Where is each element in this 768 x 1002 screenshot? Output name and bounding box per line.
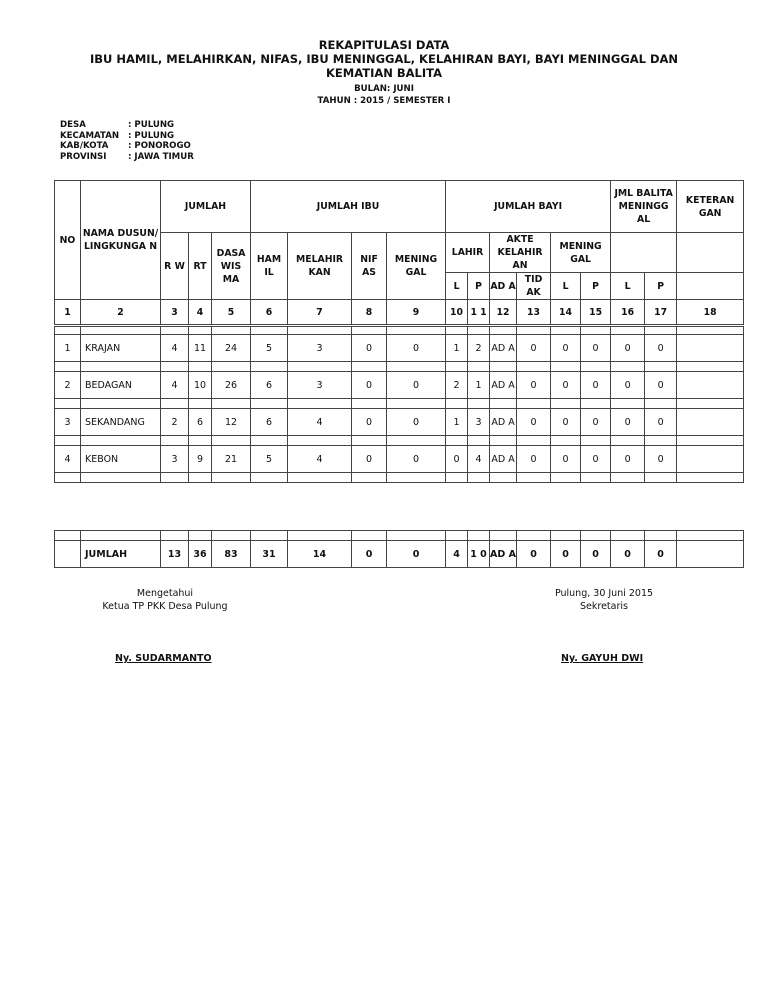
cell-mb-l: 0 — [551, 335, 581, 362]
col-dasawisma-header: DASA WIS MA — [212, 233, 251, 300]
cell-akte-ada: AD A — [490, 335, 517, 362]
cell-rt: 6 — [189, 409, 212, 436]
total-lahir-l: 4 — [446, 541, 468, 568]
tahun-line: TAHUN : 2015 / SEMESTER I — [317, 96, 451, 106]
cell-hamil: 5 — [251, 335, 288, 362]
spacer-row — [55, 399, 744, 409]
total-dasawisma: 83 — [212, 541, 251, 568]
total-akte-ada: AD A — [490, 541, 517, 568]
col-akte-ada: AD A — [490, 273, 517, 300]
col-number: 18 — [677, 300, 744, 326]
column-numbers-row — [55, 300, 744, 326]
total-nifas: 0 — [352, 541, 387, 568]
cell-dasawisma: 26 — [212, 372, 251, 399]
total-meninggal-ibu: 0 — [387, 541, 446, 568]
col-number: 5 — [212, 300, 251, 326]
cell-lahir-l: 0 — [446, 446, 468, 473]
col-lahir-l: L — [446, 273, 468, 300]
signature-left-line2: Ketua TP PKK Desa Pulung — [102, 601, 228, 612]
col-meninggal-ibu-header: MENING GAL — [387, 233, 446, 300]
cell-hamil: 6 — [251, 372, 288, 399]
cell-nifas: 0 — [352, 409, 387, 436]
spacer-row — [55, 436, 744, 446]
cell-akte-ada: AD A — [490, 372, 517, 399]
info-value: : JAWA TIMUR — [128, 151, 194, 162]
cell-mb-l: 0 — [551, 409, 581, 436]
cell-akte-tidak: 0 — [517, 335, 551, 362]
cell-bl-l: 0 — [611, 335, 645, 362]
cell-meninggal-ibu: 0 — [387, 446, 446, 473]
col-number: 2 — [81, 300, 161, 326]
total-mb-l: 0 — [551, 541, 581, 568]
cell-mb-p: 0 — [581, 446, 611, 473]
cell-mb-p: 0 — [581, 372, 611, 399]
table-row — [55, 372, 744, 399]
signature-left-line1: Mengetahui — [136, 588, 194, 599]
col-mb-l: L — [551, 273, 581, 300]
col-number: 9 — [387, 300, 446, 326]
cell-lahir-l: 1 — [446, 409, 468, 436]
col-jumlah-ibu-header: JUMLAH IBU — [251, 181, 446, 233]
cell-hamil: 5 — [251, 446, 288, 473]
cell-nifas: 0 — [352, 446, 387, 473]
col-number: 8 — [352, 300, 387, 326]
col-number: 6 — [251, 300, 288, 326]
cell-no — [55, 541, 81, 568]
spacer-row — [55, 531, 744, 541]
cell-mb-p: 0 — [581, 409, 611, 436]
cell-bl-p: 0 — [645, 335, 677, 362]
signature-left-block — [80, 587, 250, 613]
signature-right-name: Ny. GAYUH DWI — [561, 653, 644, 664]
cell-bl-p: 0 — [645, 446, 677, 473]
document-title-block — [0, 38, 768, 107]
col-number: 17 — [645, 300, 677, 326]
col-lahir-p: P — [468, 273, 490, 300]
cell-lahir-p: 3 — [468, 409, 490, 436]
cell-bl-l: 0 — [611, 446, 645, 473]
cell-nifas: 0 — [352, 335, 387, 362]
total-hamil: 31 — [251, 541, 288, 568]
title-line-3: KEMATIAN BALITA — [326, 66, 442, 80]
col-keterangan-header: KETERAN GAN — [677, 181, 744, 233]
col-number: 3 — [161, 300, 189, 326]
total-akte-tidak: 0 — [517, 541, 551, 568]
cell-keterangan — [677, 541, 744, 568]
cell-akte-ada: AD A — [490, 446, 517, 473]
cell-meninggal-ibu: 0 — [387, 335, 446, 362]
cell-hamil: 6 — [251, 409, 288, 436]
cell-dasawisma: 24 — [212, 335, 251, 362]
col-number: 1 — [55, 300, 81, 326]
cell-mb-l: 0 — [551, 446, 581, 473]
cell-dasawisma: 21 — [212, 446, 251, 473]
cell-dasawisma: 12 — [212, 409, 251, 436]
title-line-2: IBU HAMIL, MELAHIRKAN, NIFAS, IBU MENINGGAL, KELAHIRAN BAYI, BAYI MENINGGAL DAN — [89, 52, 679, 66]
col-keterangan-sub-blank2 — [677, 273, 744, 300]
col-rw-header: R W — [161, 233, 189, 300]
info-value: : PONOROGO — [128, 141, 191, 151]
info-label: KAB/KOTA — [60, 141, 109, 151]
cell-akte-ada: AD A — [490, 409, 517, 436]
info-row-provinsi — [60, 152, 194, 163]
cell-bl-p: 0 — [645, 409, 677, 436]
spacer-row — [55, 362, 744, 372]
cell-meninggal-ibu: 0 — [387, 409, 446, 436]
col-number: 13 — [517, 300, 551, 326]
cell-rw: 4 — [161, 335, 189, 362]
col-mb-p: P — [581, 273, 611, 300]
total-lahir-p: 1 0 — [468, 541, 490, 568]
cell-akte-tidak: 0 — [517, 372, 551, 399]
cell-rw: 4 — [161, 372, 189, 399]
table-row — [55, 409, 744, 436]
col-number: 1 1 — [468, 300, 490, 326]
cell-keterangan — [677, 372, 744, 399]
cell-nama: KEBON — [81, 446, 161, 473]
total-rt: 36 — [189, 541, 212, 568]
cell-bl-l: 0 — [611, 372, 645, 399]
cell-meninggal-ibu: 0 — [387, 372, 446, 399]
cell-keterangan — [677, 409, 744, 436]
signature-right-block — [530, 587, 678, 613]
col-number: 15 — [581, 300, 611, 326]
signature-right-line2: Sekretaris — [580, 601, 628, 612]
signature-left-name: Ny. SUDARMANTO — [115, 653, 212, 664]
col-bl-l: L — [611, 273, 645, 300]
cell-mb-l: 0 — [551, 372, 581, 399]
info-row-kabkota — [60, 141, 194, 152]
cell-lahir-p: 4 — [468, 446, 490, 473]
col-akte-tidak: TID AK — [517, 273, 551, 300]
col-number: 7 — [288, 300, 352, 326]
cell-nifas: 0 — [352, 372, 387, 399]
total-mb-p: 0 — [581, 541, 611, 568]
col-akte-header: AKTE KELAHIR AN — [490, 233, 551, 273]
col-nifas-header: NIF AS — [352, 233, 387, 300]
col-hamil-header: HAM IL — [251, 233, 288, 300]
cell-melahirkan: 3 — [288, 372, 352, 399]
cell-akte-tidak: 0 — [517, 409, 551, 436]
col-rt-header: RT — [189, 233, 212, 300]
cell-no: 2 — [55, 372, 81, 399]
cell-melahirkan: 4 — [288, 409, 352, 436]
cell-keterangan — [677, 335, 744, 362]
info-row-kecamatan — [60, 131, 194, 142]
title-line-1: REKAPITULASI DATA — [318, 38, 450, 52]
cell-nama: SEKANDANG — [81, 409, 161, 436]
col-no-header: NO — [55, 181, 81, 300]
col-balita-sub-blank — [611, 233, 677, 273]
col-melahirkan-header: MELAHIR KAN — [288, 233, 352, 300]
cell-rw: 2 — [161, 409, 189, 436]
col-jumlah-bayi-header: JUMLAH BAYI — [446, 181, 611, 233]
total-rw: 13 — [161, 541, 189, 568]
total-row — [55, 541, 744, 568]
col-number: 10 — [446, 300, 468, 326]
spacer-row — [55, 326, 744, 335]
col-number: 12 — [490, 300, 517, 326]
col-nama-header: NAMA DUSUN/ LINGKUNGA N — [81, 181, 161, 300]
cell-melahirkan: 4 — [288, 446, 352, 473]
total-melahirkan: 14 — [288, 541, 352, 568]
total-bl-l: 0 — [611, 541, 645, 568]
cell-lahir-l: 1 — [446, 335, 468, 362]
cell-rt: 11 — [189, 335, 212, 362]
col-lahir-header: LAHIR — [446, 233, 490, 273]
cell-akte-tidak: 0 — [517, 446, 551, 473]
info-value: : PULUNG — [128, 120, 175, 130]
cell-keterangan — [677, 446, 744, 473]
cell-nama: BEDAGAN — [81, 372, 161, 399]
col-balita-header: JML BALITA MENINGG AL — [611, 181, 677, 233]
total-label: JUMLAH — [81, 541, 161, 568]
table-row — [55, 335, 744, 362]
cell-lahir-l: 2 — [446, 372, 468, 399]
cell-bl-l: 0 — [611, 409, 645, 436]
info-label: DESA — [60, 120, 86, 130]
bulan-line: BULAN: JUNI — [354, 84, 414, 94]
col-number: 16 — [611, 300, 645, 326]
table-row — [55, 446, 744, 473]
cell-bl-p: 0 — [645, 372, 677, 399]
info-row-desa — [60, 120, 194, 131]
cell-nama: KRAJAN — [81, 335, 161, 362]
cell-rw: 3 — [161, 446, 189, 473]
col-number: 4 — [189, 300, 212, 326]
signature-right-line1: Pulung, 30 Juni 2015 — [554, 588, 654, 599]
info-label: KECAMATAN — [60, 130, 120, 141]
total-bl-p: 0 — [645, 541, 677, 568]
col-bl-p: P — [645, 273, 677, 300]
cell-melahirkan: 3 — [288, 335, 352, 362]
info-value: : PULUNG — [128, 130, 175, 141]
cell-rt: 9 — [189, 446, 212, 473]
cell-no: 1 — [55, 335, 81, 362]
cell-no: 4 — [55, 446, 81, 473]
spacer-row — [55, 473, 744, 483]
col-keterangan-sub-blank — [677, 233, 744, 273]
cell-no: 3 — [55, 409, 81, 436]
recap-table — [54, 180, 744, 483]
total-table — [54, 530, 744, 568]
cell-rt: 10 — [189, 372, 212, 399]
location-info — [60, 120, 194, 162]
info-label: PROVINSI — [60, 151, 107, 162]
cell-mb-p: 0 — [581, 335, 611, 362]
col-jumlah-header: JUMLAH — [161, 181, 251, 233]
cell-lahir-p: 1 — [468, 372, 490, 399]
col-number: 14 — [551, 300, 581, 326]
cell-lahir-p: 2 — [468, 335, 490, 362]
col-meninggal-bayi-header: MENING GAL — [551, 233, 611, 273]
